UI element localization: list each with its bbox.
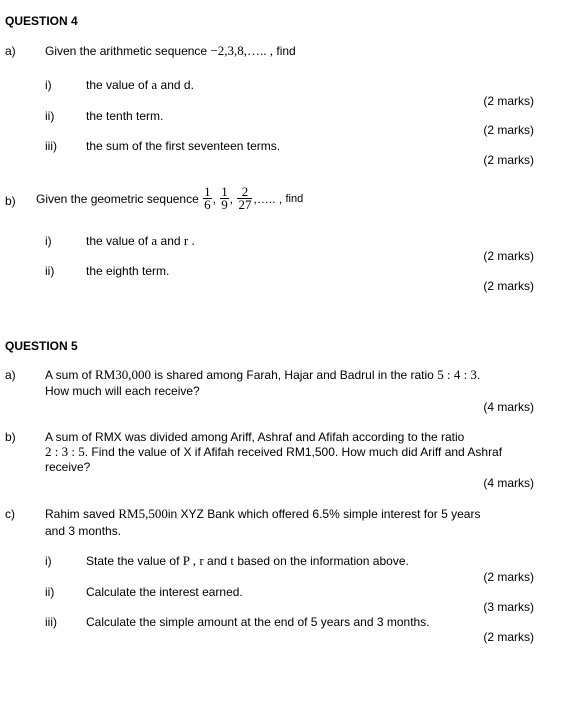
question-4-title: QUESTION 4 xyxy=(5,14,78,28)
q4b-ii-num: ii) xyxy=(45,264,55,278)
q5c-iii-marks: (2 marks) xyxy=(483,630,534,644)
q5c-iii-num: iii) xyxy=(45,615,57,629)
q4a-ii-marks: (2 marks) xyxy=(483,123,534,137)
q4a-iii-marks: (2 marks) xyxy=(483,153,534,167)
q5c-ii-num: ii) xyxy=(45,585,55,599)
q4b-ii-text: the eighth term. xyxy=(86,264,170,278)
q5a-marks: (4 marks) xyxy=(483,400,534,414)
q4b-ii-marks: (2 marks) xyxy=(483,279,534,293)
q5b-line2: 2 : 3 : 5. Find the value of X if Afifah received RM1,500. How much did Ariff and Ashraf xyxy=(45,444,503,459)
q5c-label: c) xyxy=(5,507,15,521)
q5b-marks: (4 marks) xyxy=(483,476,534,490)
q5c-i-text: State the value of P , r and t based on the information above. xyxy=(86,553,409,568)
q5a-label: a) xyxy=(5,368,16,382)
q5c-line2: and 3 months. xyxy=(45,524,122,538)
arithmetic-sequence: −2,3,8,….. , xyxy=(210,43,274,58)
q5c-ii-text: Calculate the interest earned. xyxy=(86,585,243,599)
q4a-stem: Given the arithmetic sequence −2,3,8,….. , find xyxy=(45,43,296,58)
q5b-line1: A sum of RMX was divided among Ariff, Ashraf and Afifah according to the ratio xyxy=(45,430,465,444)
fraction-term-1: $\frac{1}{6}$ xyxy=(204,184,211,213)
question-5-title: QUESTION 5 xyxy=(5,339,78,353)
q4b-i-text: the value of a and r . xyxy=(86,233,195,248)
q4a-iii-num: iii) xyxy=(45,139,57,153)
q4a-i-num: i) xyxy=(45,78,52,92)
q5a-line2: How much will each receive? xyxy=(45,384,200,398)
q4a-i-text: the value of a and d. xyxy=(86,77,194,92)
q4a-iii-text: the sum of the first seventeen terms. xyxy=(86,139,281,153)
q4b-label: b) xyxy=(5,194,16,208)
q5c-i-marks: (2 marks) xyxy=(483,570,534,584)
q4b-i-marks: (2 marks) xyxy=(483,249,534,263)
q5a-line1: A sum of RM30,000 is shared among Farah, Hajar and Badrul in the ratio 5 : 4 : 3. xyxy=(45,367,481,382)
q5c-iii-text: Calculate the simple amount at the end of 5 years and 3 months. xyxy=(86,615,430,629)
q5c-i-num: i) xyxy=(45,554,52,568)
fraction-term-2: $\frac{1}{9}$ xyxy=(221,184,228,213)
q5b-label: b) xyxy=(5,430,16,444)
q4b-stem: Given the geometric sequence $\frac{1}{6}$ , $\frac{1}{9}$ , $\frac{2}{27}$ ,….. , find xyxy=(36,184,304,213)
fraction-term-3: $\frac{2}{27}$ xyxy=(238,184,252,213)
q5c-ii-marks: (3 marks) xyxy=(483,600,534,614)
q5b-line3: receive? xyxy=(45,460,91,474)
q4a-ii-num: ii) xyxy=(45,109,55,123)
q4a-i-marks: (2 marks) xyxy=(483,94,534,108)
q4b-i-num: i) xyxy=(45,234,52,248)
q4a-label: a) xyxy=(5,44,16,58)
q5c-line1: Rahim saved RM5,500in XYZ Bank which offered 6.5% simple interest for 5 years xyxy=(45,506,481,521)
q4a-ii-text: the tenth term. xyxy=(86,109,164,123)
